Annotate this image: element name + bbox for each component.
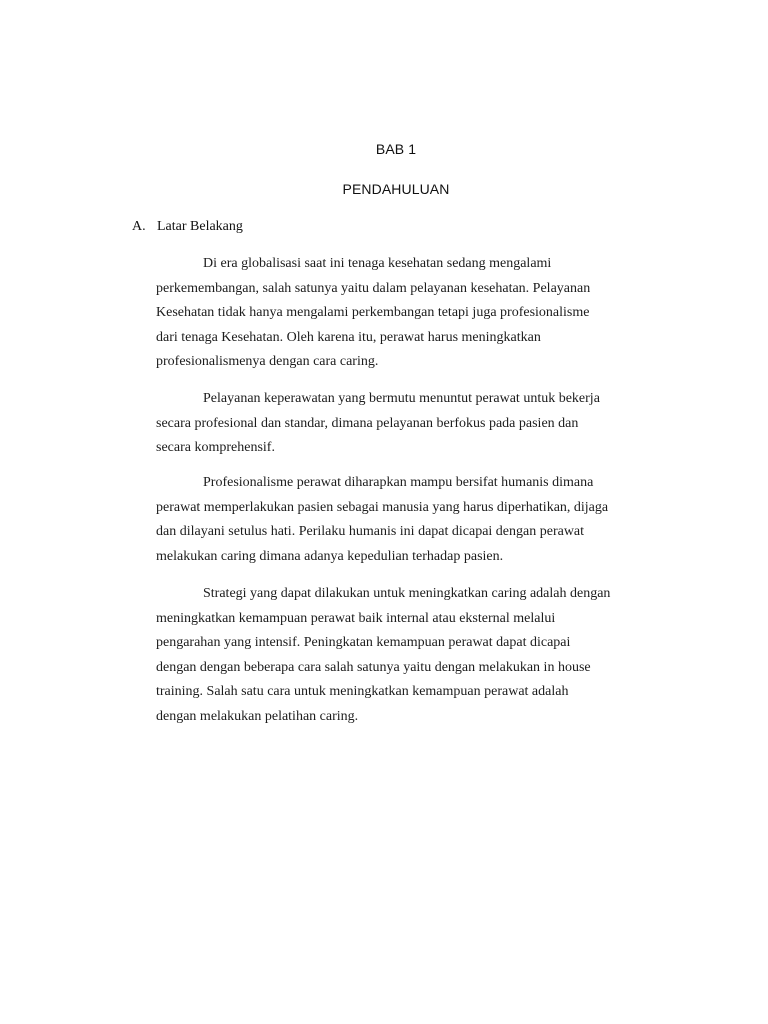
- paragraph-line: Strategi yang dapat dilakukan untuk meningkatkan caring adalah dengan: [203, 586, 611, 601]
- paragraph-3: [156, 471, 668, 569]
- paragraph-line: dengan melakukan pelatihan caring.: [156, 708, 359, 724]
- paragraph-line: dari tenaga Kesehatan. Oleh karena itu, perawat harus meningkatkan: [156, 329, 541, 345]
- paragraph-line: perawat memperlakukan pasien sebagai manusia yang harus diperhatikan, dijaga: [156, 499, 609, 515]
- section-marker: A.: [132, 219, 146, 234]
- paragraph-line: Kesehatan tidak hanya mengalami perkembangan tetapi juga profesionalisme: [156, 305, 590, 321]
- paragraph-line: meningkatkan kemampuan perawat baik internal atau eksternal melalui: [156, 610, 556, 626]
- paragraph-line: secara komprehensif.: [156, 440, 275, 456]
- paragraph-line: dengan dengan beberapa cara salah satunya yaitu dengan melakukan in house: [156, 659, 591, 675]
- paragraph-2: [156, 387, 668, 461]
- section-title: Latar Belakang: [157, 219, 243, 234]
- paragraph-1: [156, 252, 668, 375]
- paragraph-line: perkemembangan, salah satunya yaitu dalam pelayanan kesehatan. Pelayanan: [156, 280, 591, 296]
- paragraph-line: profesionalismenya dengan cara caring.: [156, 354, 379, 370]
- paragraph-line: dan dilayani setulus hati. Perilaku humanis ini dapat dicapai dengan perawat: [156, 524, 585, 540]
- paragraph-line: Di era globalisasi saat ini tenaga kesehatan sedang mengalami: [203, 256, 552, 271]
- paragraph-line: pengarahan yang intensif. Peningkatan kemampuan perawat dapat dicapai: [156, 635, 571, 651]
- paragraph-line: secara profesional dan standar, dimana pelayanan berfokus pada pasien dan: [156, 415, 579, 431]
- paragraph-line: training. Salah satu cara untuk meningkatkan kemampuan perawat adalah: [156, 684, 569, 700]
- chapter-number: BAB 1: [375, 141, 417, 157]
- section-heading: [132, 219, 243, 235]
- chapter-title: PENDAHULUAN: [342, 181, 450, 197]
- paragraph-4: [156, 582, 668, 730]
- paragraph-line: Profesionalisme perawat diharapkan mampu bersifat humanis dimana: [203, 475, 594, 490]
- paragraph-line: melakukan caring dimana adanya kepedulian terhadap pasien.: [156, 548, 504, 564]
- paragraph-line: Pelayanan keperawatan yang bermutu menuntut perawat untuk bekerja: [203, 391, 600, 406]
